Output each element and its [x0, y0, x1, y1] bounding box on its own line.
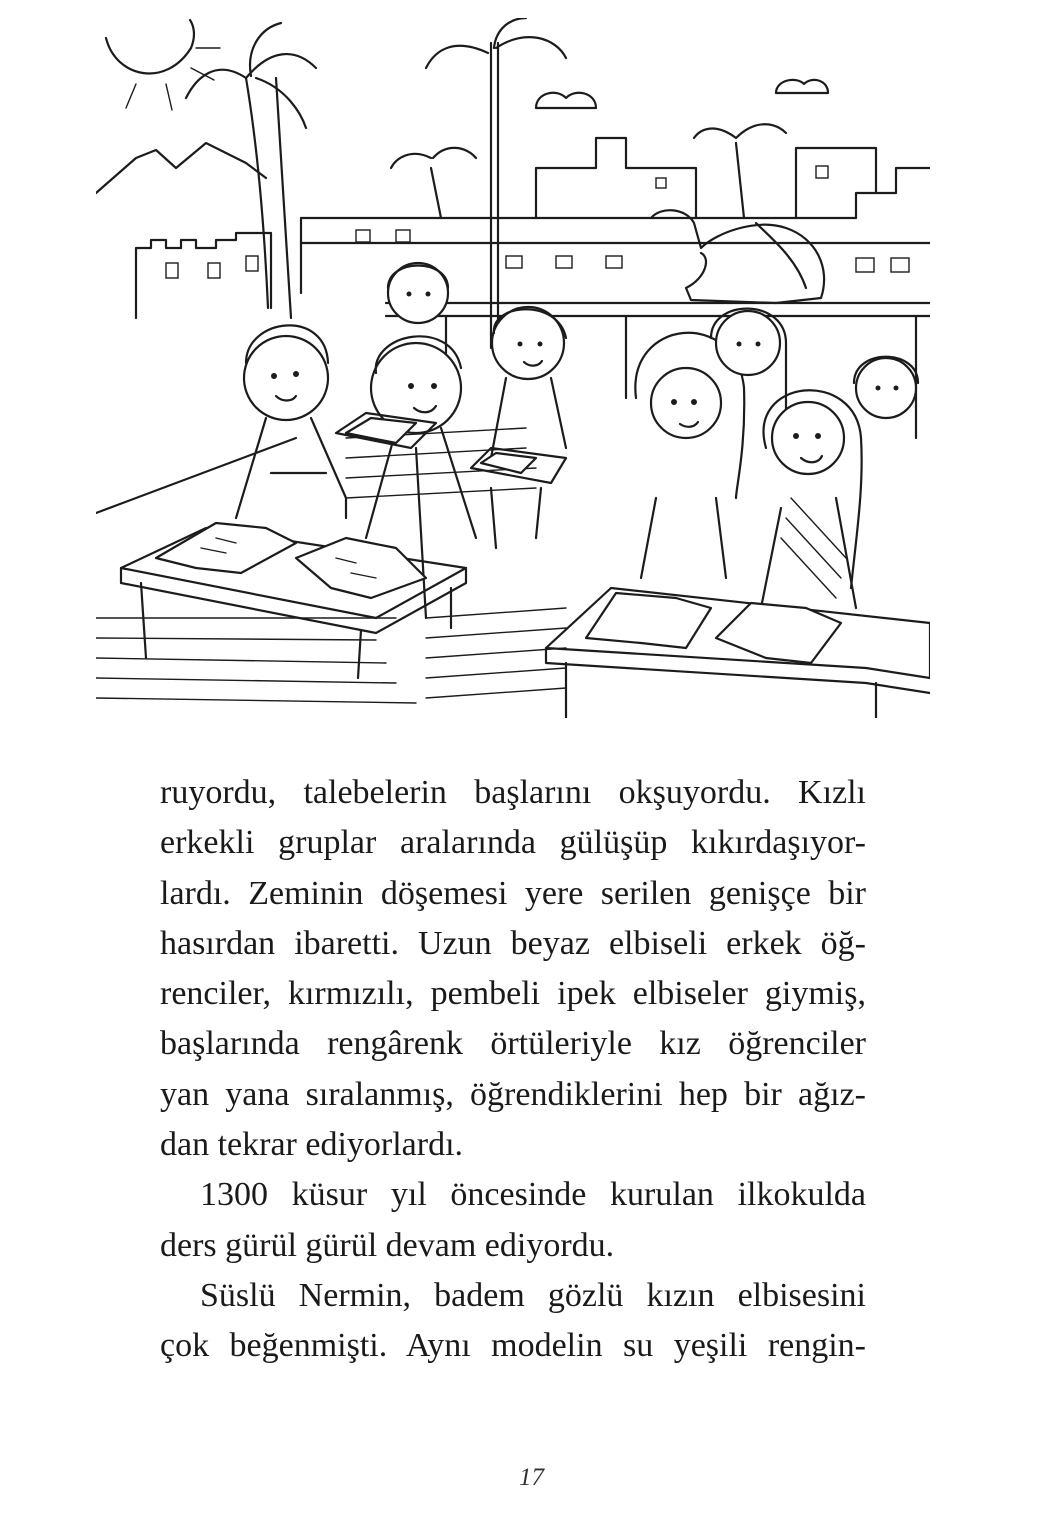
body-line: ders gürül gürül devam ediyordu.	[160, 1226, 615, 1264]
student-girl-far-right	[854, 357, 918, 418]
classroom-illustration	[96, 18, 930, 718]
desk-right	[546, 588, 930, 718]
student-girl-back	[711, 309, 786, 418]
page-number: 17	[519, 1464, 544, 1491]
body-line: başlarında rengârenk örtüleriyle kız öğrenciler	[160, 1025, 866, 1063]
student-boy-back	[388, 263, 448, 323]
body-line: lardı. Zeminin döşemesi yere serilen genişçe bir	[160, 874, 866, 912]
cloud-icon	[536, 93, 596, 108]
desk-middle	[471, 448, 566, 548]
mountain-icon	[96, 143, 266, 193]
sun-icon	[106, 20, 220, 110]
body-text	[160, 768, 866, 1372]
student-boy-left	[236, 325, 346, 518]
body-line: erkekli gruplar aralarında gülüşüp kıkırdaşıyor-	[160, 824, 866, 862]
body-line: renciler, kırmızılı, pembeli ipek elbiseler giymiş,	[160, 975, 866, 1013]
body-line: çok beğenmişti. Aynı modelin su yeşili rengin-	[160, 1327, 866, 1365]
body-line: dan tekrar ediyorlardı.	[160, 1126, 464, 1164]
student-girl-center	[635, 333, 744, 578]
student-boy-right	[491, 307, 566, 458]
student-girl-right	[761, 390, 862, 608]
body-line: yan yana sıralanmış, öğrendiklerini hep bir ağız-	[160, 1075, 866, 1113]
body-line: 1300 küsur yıl öncesinde kurulan ilkokulda	[200, 1176, 866, 1214]
open-book-icon	[156, 523, 426, 598]
body-line: hasırdan ibaretti. Uzun beyaz elbiseli erkek öğ-	[160, 924, 866, 962]
camel-icon	[651, 210, 824, 303]
body-line: ruyordu, talebelerin başlarını okşuyordu. Kızlı	[160, 774, 866, 811]
city-wall	[136, 138, 930, 318]
body-line: Süslü Nermin, badem gözlü kızın elbisesini	[200, 1276, 866, 1314]
